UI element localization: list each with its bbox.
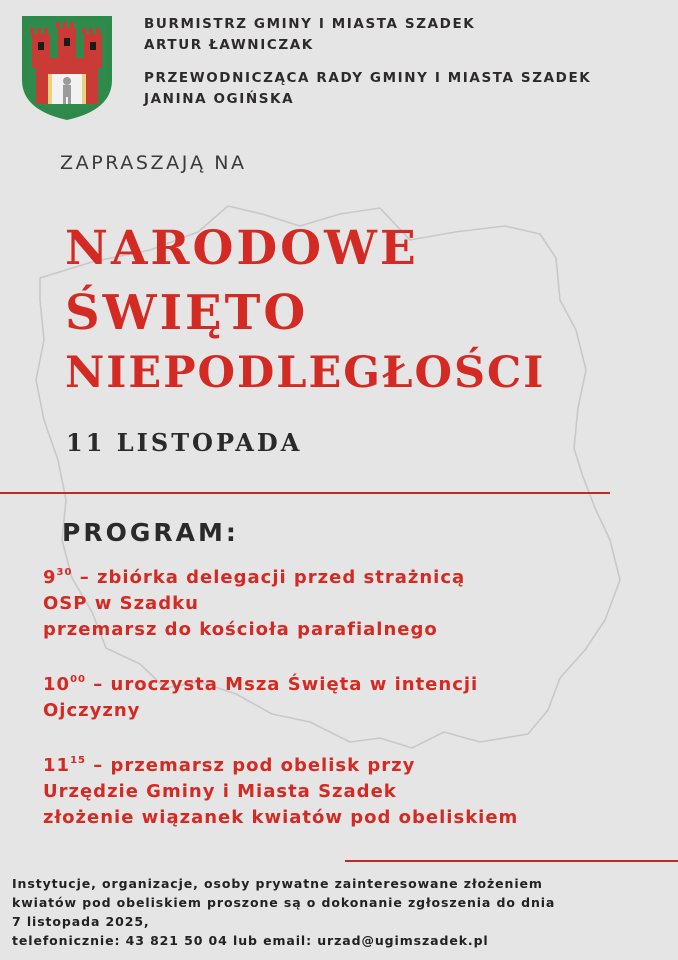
item-hour: 10 (43, 674, 71, 695)
mayor-name: ARTUR ŁAWNICZAK (144, 37, 314, 53)
program-item (43, 667, 518, 724)
item-minutes: 15 (70, 755, 86, 766)
item-line-1: – przemarsz pod obelisk przy (85, 755, 416, 776)
item-line-2: Ojczyzny (43, 700, 141, 721)
organizers-header (144, 14, 591, 110)
footer-line-1: Instytucje, organizacje, osoby prywatne zainteresowane złożeniem (12, 876, 543, 891)
council-chair-title: PRZEWODNICZĄCA RADY GMINY I MIASTA SZADEK (144, 70, 592, 86)
item-line-2: OSP w Szadku (43, 593, 199, 614)
item-line-3: złożenie wiązanek kwiatów pod obeliskiem (43, 807, 519, 828)
program-item (43, 560, 518, 643)
szadek-coat-of-arms-logo (18, 14, 116, 122)
program-item (43, 748, 518, 831)
event-date: 11 LISTOPADA (66, 428, 303, 457)
program-list (43, 560, 518, 855)
divider-top (0, 492, 610, 494)
item-hour: 11 (43, 755, 71, 776)
item-minutes: 00 (70, 674, 86, 685)
footer-notice (12, 874, 555, 950)
footer-line-2: kwiatów pod obeliskiem proszone są o dokonanie zgłoszenia do dnia (12, 895, 556, 910)
footer-contact: telefonicznie: 43 821 50 04 lub email: urzad@ugimszadek.pl (12, 933, 489, 948)
event-title (65, 218, 545, 400)
invite-text: ZAPRASZAJĄ NA (60, 152, 247, 174)
mayor-title: BURMISTRZ GMINY I MIASTA SZADEK (144, 16, 476, 32)
item-hour: 9 (43, 567, 57, 588)
title-line-2: ŚWIĘTO (65, 285, 309, 341)
program-heading: PROGRAM: (62, 518, 239, 547)
item-line-2: Urzędzie Gminy i Miasta Szadek (43, 781, 397, 802)
council-chair-name: JANINA OGIŃSKA (144, 91, 295, 107)
title-line-1: NARODOWE (65, 221, 419, 276)
footer-line-3: 7 listopada 2025, (12, 914, 150, 929)
divider-bottom (345, 860, 678, 862)
item-line-1: – zbiórka delegacji przed strażnicą (72, 567, 466, 588)
item-line-3: przemarsz do kościoła parafialnego (43, 619, 438, 640)
item-minutes: 30 (56, 567, 73, 578)
item-line-1: – uroczysta Msza Święta w intencji (85, 674, 479, 695)
title-line-3: NIEPODLEGŁOŚCI (65, 348, 546, 398)
